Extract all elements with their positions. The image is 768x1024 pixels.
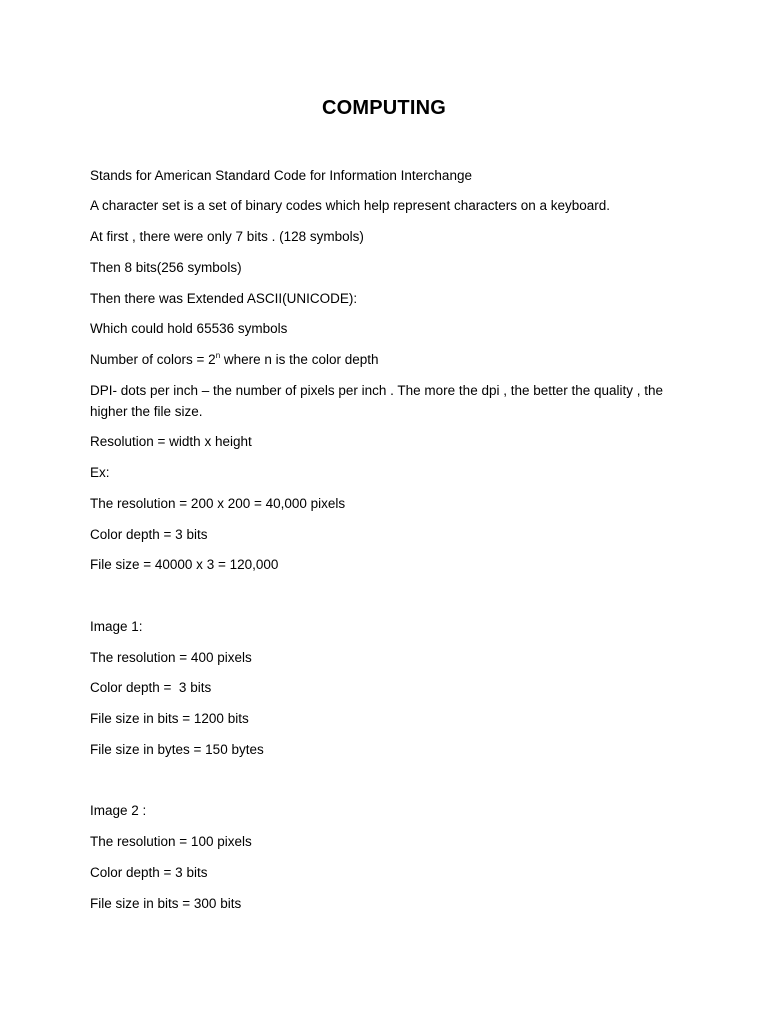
text-line-resolution-formula: Resolution = width x height	[90, 434, 252, 449]
text-line-8-bits: Then 8 bits(256 symbols)	[90, 260, 242, 275]
text-line-image1-heading: Image 1:	[90, 619, 143, 634]
text-line-65536-symbols: Which could hold 65536 symbols	[90, 321, 288, 336]
colors-formula-suffix: where n is the color depth	[220, 352, 379, 367]
text-line-image2-resolution: The resolution = 100 pixels	[90, 834, 252, 849]
colors-formula-prefix: Number of colors = 2	[90, 352, 216, 367]
text-line-7-bits: At first , there were only 7 bits . (128 symbols)	[90, 229, 364, 244]
text-line-extended-ascii: Then there was Extended ASCII(UNICODE):	[90, 291, 358, 306]
text-line-image1-file-size-bytes: File size in bytes = 150 bytes	[90, 742, 264, 757]
colors-formula-exponent: n	[215, 350, 221, 360]
text-line-image2-file-size-bits: File size in bits = 300 bits	[90, 896, 242, 911]
text-line-number-of-colors	[90, 349, 378, 370]
page-title: COMPUTING	[321, 97, 447, 119]
text-line-character-set: A character set is a set of binary codes which help represent characters on a keyboard.	[90, 198, 611, 213]
text-line-example-file-size: File size = 40000 x 3 = 120,000	[90, 557, 279, 572]
text-line-dpi: DPI- dots per inch – the number of pixels per inch . The more the dpi , the better the quality , the higher the file size.	[90, 383, 664, 419]
text-line-image1-color-depth: Color depth = 3 bits	[90, 680, 212, 695]
text-line-image1-resolution: The resolution = 400 pixels	[90, 650, 252, 665]
text-line-example-resolution: The resolution = 200 x 200 = 40,000 pixels	[90, 496, 346, 511]
text-line-example-color-depth: Color depth = 3 bits	[90, 527, 208, 542]
text-line-ascii: Stands for American Standard Code for Information Interchange	[90, 168, 472, 183]
text-line-image2-color-depth: Color depth = 3 bits	[90, 865, 208, 880]
text-line-image1-file-size-bits: File size in bits = 1200 bits	[90, 711, 249, 726]
text-line-image2-heading: Image 2 :	[90, 803, 147, 818]
text-line-example: Ex:	[90, 465, 110, 480]
